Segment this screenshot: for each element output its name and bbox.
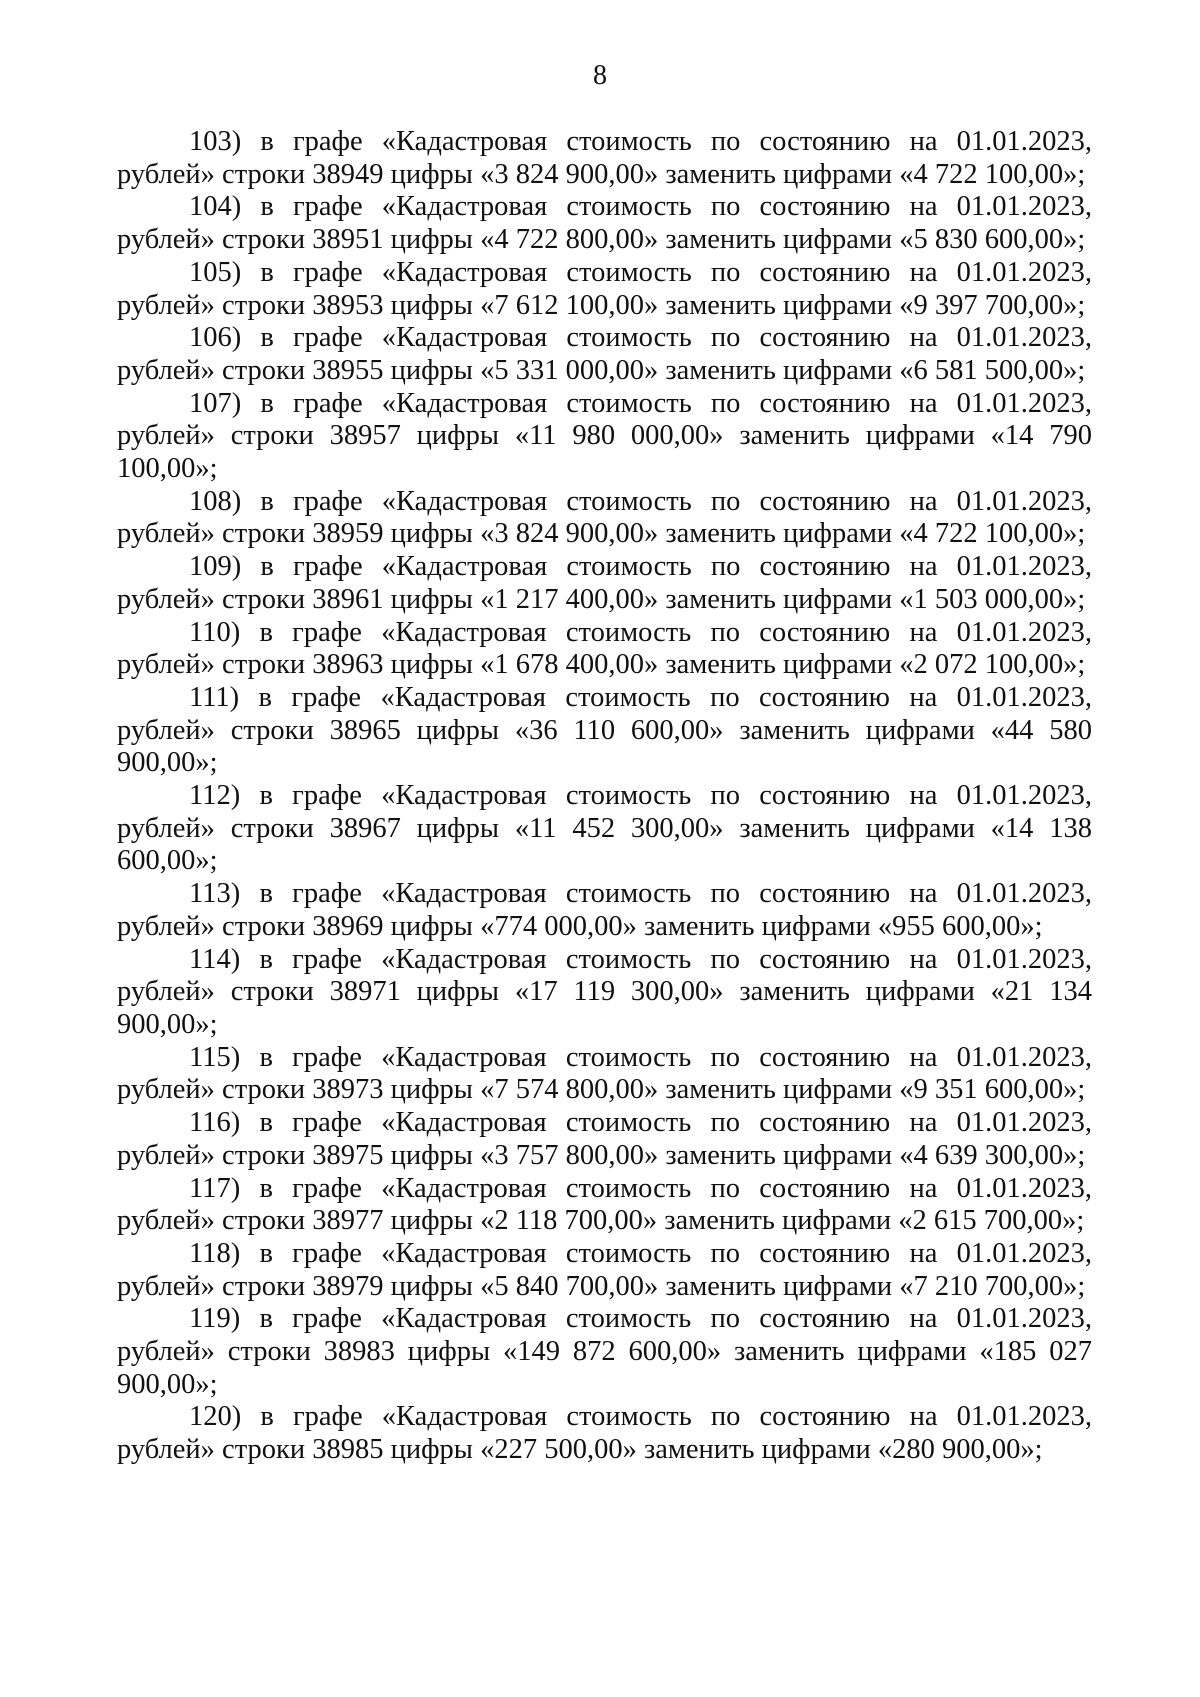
amendment-item: 103) в графе «Кадастровая стоимость по состоянию на 01.01.2023, рублей» строки 38949 цифры «3 824 900,00» заменить цифрами «4 722 100,00»;: [117, 126, 1092, 190]
amendment-item: 120) в графе «Кадастровая стоимость по состоянию на 01.01.2023, рублей» строки 38985 цифры «227 500,00» заменить цифрами «280 900,00»;: [117, 1401, 1092, 1466]
page-number: 8: [593, 60, 607, 91]
amendment-item: 114) в графе «Кадастровая стоимость по состоянию на 01.01.2023, рублей» строки 38971 цифры «17 119 300,00» заменить цифрами «21 134 900,00»;: [117, 943, 1092, 1040]
amendment-item: 115) в графе «Кадастровая стоимость по состоянию на 01.01.2023, рублей» строки 38973 цифры «7 574 800,00» заменить цифрами «9 351 600,00»;: [117, 1041, 1092, 1106]
amendment-item: 113) в графе «Кадастровая стоимость по состоянию на 01.01.2023, рублей» строки 38969 цифры «774 000,00» заменить цифрами «955 600,00»;: [117, 878, 1092, 942]
amendment-item: 107) в графе «Кадастровая стоимость по состоянию на 01.01.2023, рублей» строки 38957 цифры «11 980 000,00» заменить цифрами «14 790 100,00»;: [117, 387, 1092, 485]
amendment-item: 109) в графе «Кадастровая стоимость по состоянию на 01.01.2023, рублей» строки 38961 цифры «1 217 400,00» заменить цифрами «1 503 000,00»;: [117, 551, 1092, 615]
amendment-item: 118) в графе «Кадастровая стоимость по состоянию на 01.01.2023, рублей» строки 38979 цифры «5 840 700,00» заменить цифрами «7 210 700,00»;: [117, 1237, 1092, 1302]
amendment-item: 117) в графе «Кадастровая стоимость по состоянию на 01.01.2023, рублей» строки 38977 цифры «2 118 700,00» заменить цифрами «2 615 700,00»;: [117, 1172, 1092, 1237]
amendment-item: 104) в графе «Кадастровая стоимость по состоянию на 01.01.2023, рублей» строки 38951 цифры «4 722 800,00» заменить цифрами «5 830 600,00»;: [117, 191, 1092, 256]
amendment-item: 111) в графе «Кадастровая стоимость по состоянию на 01.01.2023, рублей» строки 38965 цифры «36 110 600,00» заменить цифрами «44 580 900,00»;: [117, 681, 1092, 779]
amendment-list: [117, 126, 1092, 1467]
amendment-item: 116) в графе «Кадастровая стоимость по состоянию на 01.01.2023, рублей» строки 38975 цифры «3 757 800,00» заменить цифрами «4 639 300,00»;: [117, 1107, 1092, 1171]
amendment-item: 112) в графе «Кадастровая стоимость по состоянию на 01.01.2023, рублей» строки 38967 цифры «11 452 300,00» заменить цифрами «14 138 600,00»;: [117, 780, 1092, 877]
amendment-item: 119) в графе «Кадастровая стоимость по состоянию на 01.01.2023, рублей» строки 38983 цифры «149 872 600,00» заменить цифрами «185 027 900,00»;: [117, 1303, 1092, 1400]
amendment-item: 105) в графе «Кадастровая стоимость по состоянию на 01.01.2023, рублей» строки 38953 цифры «7 612 100,00» заменить цифрами «9 397 700,00»;: [117, 256, 1092, 321]
amendment-item: 110) в графе «Кадастровая стоимость по состоянию на 01.01.2023, рублей» строки 38963 цифры «1 678 400,00» заменить цифрами «2 072 100,00»;: [117, 616, 1092, 681]
amendment-item: 108) в графе «Кадастровая стоимость по состоянию на 01.01.2023, рублей» строки 38959 цифры «3 824 900,00» заменить цифрами «4 722 100,00»;: [117, 485, 1092, 550]
amendment-item: 106) в графе «Кадастровая стоимость по состоянию на 01.01.2023, рублей» строки 38955 цифры «5 331 000,00» заменить цифрами «6 581 500,00»;: [117, 322, 1092, 386]
